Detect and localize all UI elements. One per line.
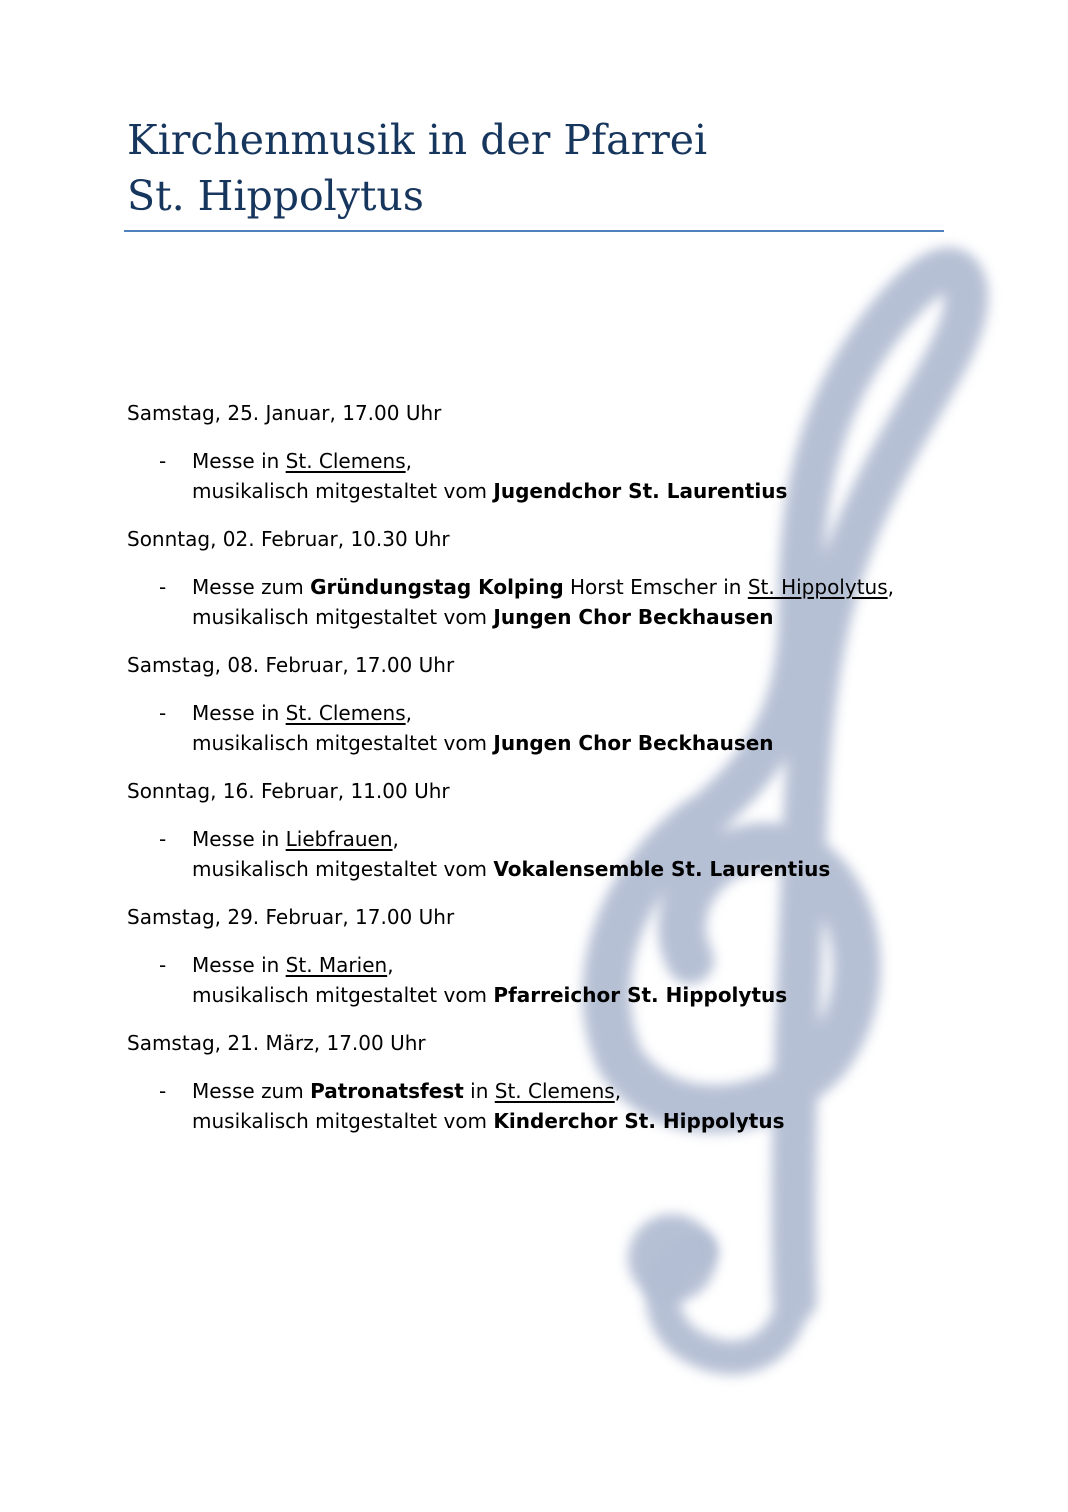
event-detail [127,824,1027,884]
event-1 [127,398,1027,506]
list-dash: - [159,1079,167,1103]
service-line: Messe in St. Marien, [192,953,394,977]
event-detail [127,698,1027,758]
list-dash: - [159,953,167,977]
choir-name: Jugendchor St. Laurentius [493,479,788,503]
event-5 [127,902,1027,1010]
event-3 [127,650,1027,758]
occasion-name: Gründungstag Kolping [310,575,564,599]
event-date: Samstag, 25. Januar, 17.00 Uhr [127,401,442,425]
location-link[interactable]: St. Clemens [285,701,406,725]
page-title [127,112,707,224]
occasion-name: Patronatsfest [310,1079,464,1103]
choir-name: Jungen Chor Beckhausen [493,605,774,629]
location-link[interactable]: Liebfrauen [285,827,393,851]
music-line: musikalisch mitgestaltet vom Vokalensemble St. Laurentius [192,857,831,881]
event-4 [127,776,1027,884]
event-detail [127,950,1027,1010]
event-detail [127,446,1027,506]
event-2 [127,524,1027,632]
title-divider [124,230,944,232]
title-line-1: Kirchenmusik in der Pfarrei [127,116,708,164]
list-dash: - [159,701,167,725]
list-dash: - [159,449,167,473]
choir-name: Vokalensemble St. Laurentius [493,857,831,881]
location-link[interactable]: St. Clemens [285,449,406,473]
music-line: musikalisch mitgestaltet vom Kinderchor St. Hippolytus [192,1109,785,1133]
event-list [127,398,1027,1154]
list-dash: - [159,575,167,599]
event-detail [127,1076,1027,1136]
service-line: Messe in Liebfrauen, [192,827,399,851]
event-date: Samstag, 29. Februar, 17.00 Uhr [127,905,455,929]
music-line: musikalisch mitgestaltet vom Jungen Chor Beckhausen [192,731,774,755]
music-line: musikalisch mitgestaltet vom Pfarreichor St. Hippolytus [192,983,788,1007]
location-link[interactable]: St. Clemens [494,1079,615,1103]
location-link[interactable]: St. Marien [285,953,388,977]
event-6 [127,1028,1027,1136]
title-line-2: St. Hippolytus [127,172,424,220]
service-line: Messe in St. Clemens, [192,701,412,725]
choir-name: Jungen Chor Beckhausen [493,731,774,755]
service-line: Messe zum Gründungstag Kolping Horst Emscher in St. Hippolytus, [192,575,894,599]
choir-name: Pfarreichor St. Hippolytus [493,983,788,1007]
service-line: Messe in St. Clemens, [192,449,412,473]
music-line: musikalisch mitgestaltet vom Jungen Chor Beckhausen [192,605,774,629]
service-line: Messe zum Patronatsfest in St. Clemens, [192,1079,622,1103]
list-dash: - [159,827,167,851]
choir-name: Kinderchor St. Hippolytus [493,1109,785,1133]
music-line: musikalisch mitgestaltet vom Jugendchor St. Laurentius [192,479,788,503]
event-date: Samstag, 21. März, 17.00 Uhr [127,1031,426,1055]
location-link[interactable]: St. Hippolytus [747,575,888,599]
event-date: Samstag, 08. Februar, 17.00 Uhr [127,653,455,677]
event-detail [127,572,1027,632]
event-date: Sonntag, 02. Februar, 10.30 Uhr [127,527,450,551]
event-date: Sonntag, 16. Februar, 11.00 Uhr [127,779,450,803]
